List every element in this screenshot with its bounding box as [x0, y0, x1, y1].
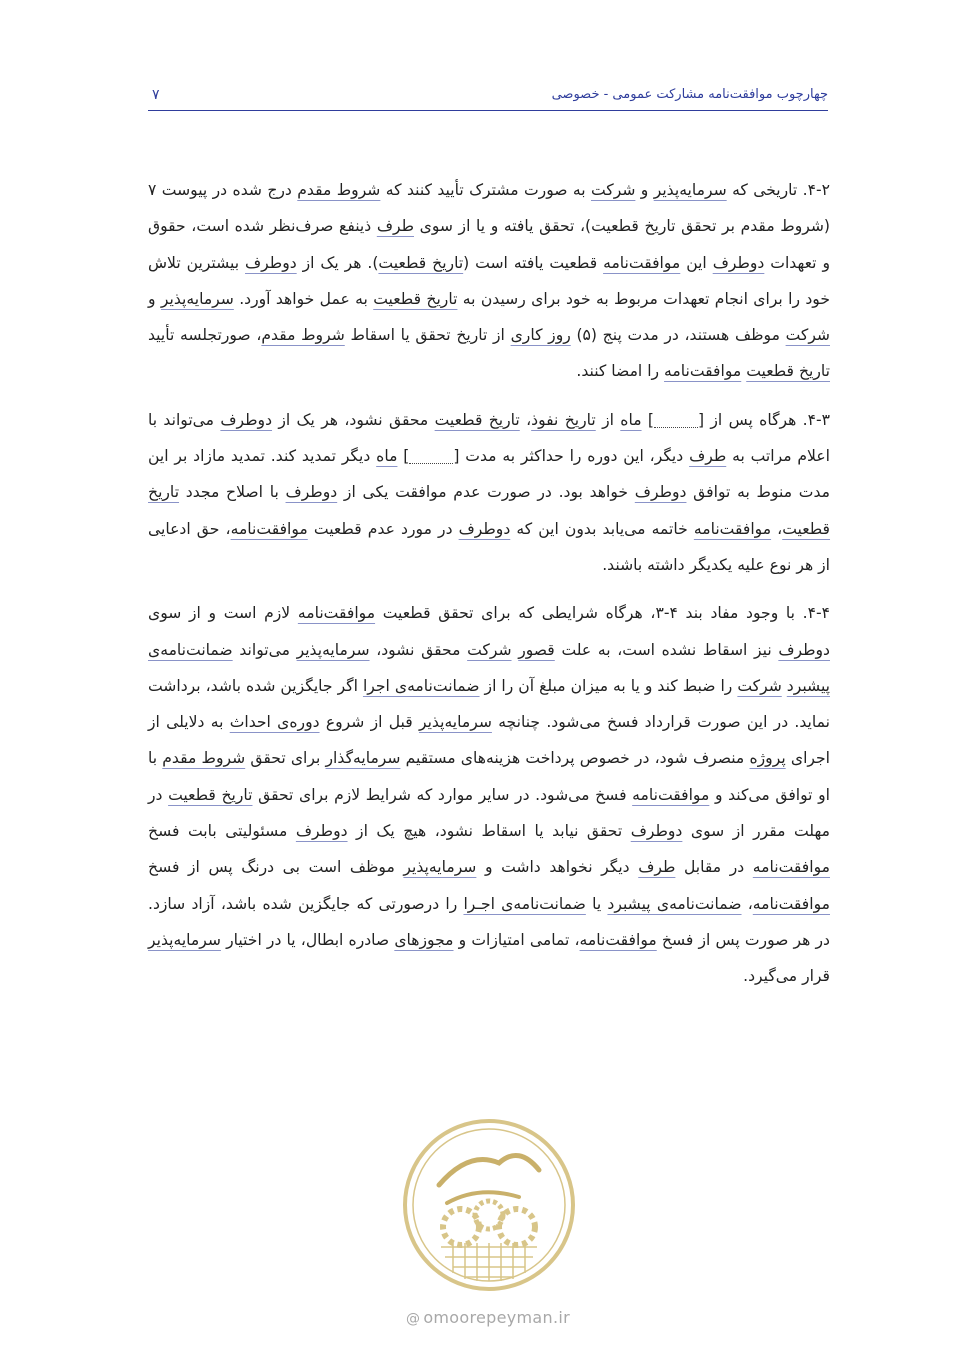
- defined-term: روز کاری: [510, 326, 571, 345]
- defined-term: طرف: [689, 447, 727, 466]
- header-title: چهارچوب موافقت‌نامه مشارکت عمومی - خصوصی: [551, 87, 828, 102]
- paragraph-text: درج شده در پیوست ۷ (شروط مقدم بر تحقق تاریخ قطعیت)، تحقق یافته و یا از سوی: [148, 181, 830, 236]
- paragraph-text: قطعیت یافته است (: [463, 253, 604, 272]
- paragraph-text: ، تمامی امتیازات و: [453, 930, 580, 949]
- paragraph-text: ، حق ادعایی از هر نوع علیه یکدیگر داشته باشند.: [148, 519, 830, 574]
- at-icon: @: [406, 1311, 421, 1327]
- paragraph-text: مسئولیتی بابت فسخ: [148, 822, 296, 841]
- defined-term: شروط مقدم: [297, 181, 381, 199]
- defined-term: دوطرف: [285, 483, 338, 502]
- defined-term: تاریخ قطعیت: [373, 289, 458, 308]
- paragraph-text: قبل از شروع: [319, 713, 419, 732]
- paragraph-text: به صورت مشترک تأیید کنند که: [380, 181, 591, 199]
- defined-term: طرف: [638, 858, 676, 877]
- paragraph-text: فسخ می‌شود. در سایر موارد که شرایط لازم برای تحقق: [252, 785, 633, 804]
- paragraph-text: ]: [641, 410, 654, 429]
- paragraph-text: ،: [741, 894, 753, 913]
- watermark-logo: [399, 1115, 579, 1295]
- defined-term: ضمانت‌نامه‌ی پیشبرد: [148, 640, 830, 695]
- defined-term: دوطرف: [712, 253, 765, 272]
- defined-term: سرمایه‌پذیر: [403, 858, 477, 877]
- defined-term: شروط مقدم: [162, 749, 246, 768]
- paragraph-text: از: [595, 410, 621, 429]
- paragraph-text: نیز اسقاط نشده است، به علت: [554, 640, 779, 659]
- defined-term: دوطرف: [630, 822, 683, 841]
- paragraph-text: دیگر، این دوره را حداکثر به مدت [: [453, 447, 690, 466]
- paragraph-text: برای تحقق: [245, 749, 326, 768]
- defined-term: تاریخ قطعیت: [434, 410, 520, 429]
- paragraph-text: لازم است و از سوی: [148, 604, 298, 623]
- defined-term: موافقت‌نامه: [297, 604, 376, 623]
- defined-term: شرکت: [467, 640, 512, 659]
- paragraph-text: را درصورتی که جایگزین شده باشد، آزاد سازد. در هر صورت پس از فسخ: [148, 894, 830, 949]
- paragraph-text: ]: [397, 447, 410, 466]
- defined-term: موافقت‌نامه: [579, 930, 657, 949]
- defined-term: طرف: [376, 217, 414, 236]
- defined-term: ماه: [620, 410, 642, 429]
- defined-term: سرمایه‌پذیر: [296, 640, 370, 659]
- defined-term: سرمایه‌پذیر: [160, 289, 234, 308]
- defined-term: مجوزهای: [394, 930, 454, 949]
- defined-term: تاریخ قطعیت: [378, 253, 464, 272]
- defined-term: ماه: [376, 447, 398, 466]
- paragraph-text: از تاریخ تحقق یا اسقاط: [344, 326, 511, 345]
- document-body: [148, 172, 830, 1007]
- defined-term: ضمانت‌نامه‌ی اجرا: [362, 676, 480, 695]
- paragraph-text: بیشترین تلاش خود را برای انجام تعهدات مربوط به خود برای رسیدن به: [148, 253, 830, 308]
- paragraph-text: ۴-۴. با وجود مفاد بند ۴-۳، هرگاه شرایطی که برای تحقق قطعیت: [375, 604, 831, 623]
- defined-term: شرکت: [785, 326, 830, 345]
- paragraph-text: و: [635, 181, 654, 199]
- paragraph-text: به عمل خواهد آورد.: [233, 289, 374, 308]
- paragraph-text: ذینفع صرف‌نظر شده است، حقوق و تعهدات: [148, 217, 830, 272]
- paragraph-text: ، صورتجلسه تأیید: [148, 326, 262, 345]
- defined-term: شروط مقدم: [261, 326, 345, 345]
- paragraph-text: محقق نشود، هر یک از: [272, 410, 435, 429]
- paragraph-text: را امضا کنند.: [576, 362, 665, 381]
- defined-term: دوطرف: [778, 640, 830, 659]
- defined-term: موافقت‌نامه: [230, 519, 308, 538]
- defined-term: موافقت‌نامه: [752, 858, 830, 877]
- paragraph-text: خواهد بود. در صورت عدم موافقت یکی از: [337, 483, 635, 502]
- blank-field: [654, 411, 698, 428]
- paragraph-4-3: [148, 402, 830, 583]
- paragraph-text: این: [680, 253, 713, 272]
- defined-term: موافقت‌نامه: [693, 519, 772, 538]
- paragraph-text: منصرف شود، در خصوص پرداخت هزینه‌های مستقیم: [400, 749, 750, 768]
- defined-term: ضمانت‌نامه‌ی اجـرا: [463, 894, 586, 913]
- paragraph-text: اگر جایگزین شده باشد، برداشت نماید. در این صورت قرارداد فسخ می‌شود. چنانچه: [148, 676, 830, 732]
- defined-term: دوطرف: [634, 483, 687, 502]
- paragraph-text: دیگر تمدید کند. تمدید مازاد بر این مدت منوط به توافق: [148, 447, 830, 502]
- defined-term: پروژه: [749, 749, 786, 768]
- page-number: ۷: [152, 87, 160, 103]
- defined-term: سرمایه‌پذیر: [653, 181, 727, 199]
- defined-term: تاریخ قطعیت: [168, 785, 253, 804]
- page-header: [148, 84, 828, 111]
- paragraph-text: موظف است بی درنگ پس از فسخ: [148, 858, 404, 877]
- defined-term: دوطرف: [245, 253, 297, 272]
- defined-term: دوطرف: [220, 410, 273, 429]
- paragraph-text: تحقق نیابد یا اسقاط نشود، هیچ یک از: [347, 822, 631, 841]
- paragraph-text: را ضبط کند و یا به میزان مبلغ آن را از: [479, 676, 738, 695]
- defined-term: سرمایه‌پذیر: [148, 930, 221, 949]
- defined-term: موافقت‌نامه: [603, 253, 681, 272]
- paragraph-text: ). هر یک از: [296, 253, 379, 272]
- paragraph-text: ،: [771, 519, 783, 538]
- paragraph-text: قرار می‌گیرد.: [743, 967, 830, 986]
- defined-term: موافقت‌نامه: [664, 362, 742, 381]
- defined-term: موافقت‌نامه: [632, 785, 710, 804]
- paragraph-text: به دلایلی از اجرای: [148, 713, 830, 768]
- paragraph-4-2: [148, 172, 830, 390]
- defined-term: تاریخ قطعیت: [148, 483, 831, 538]
- paragraph-text: می‌تواند با اعلام مراتب به: [148, 410, 830, 466]
- blank-field: [409, 447, 453, 464]
- defined-term: دوطرف: [295, 822, 348, 841]
- defined-term: قصور: [518, 640, 555, 659]
- watermark-url: [0, 1308, 976, 1327]
- paragraph-text: یا: [585, 894, 608, 913]
- paragraph-text: صادره ابطال، یا در اختیار: [220, 930, 395, 949]
- defined-term: تاریخ نفوذ: [531, 410, 596, 429]
- defined-term: ضمانت‌نامه‌ی پیشبرد: [607, 894, 742, 913]
- paragraph-text: ۴-۲. تاریخی که: [726, 181, 831, 199]
- defined-term: تاریخ قطعیت: [746, 362, 830, 381]
- paragraph-text: در مورد عدم قطعیت: [307, 519, 459, 538]
- paragraph-text: ،: [519, 410, 532, 429]
- paragraph-4-4: [148, 595, 830, 994]
- paragraph-text: و: [148, 289, 161, 308]
- defined-term: سرمایه‌پذیر: [418, 713, 492, 732]
- seal-icon: [399, 1115, 579, 1295]
- defined-term: سرمایه‌گذار: [325, 749, 401, 768]
- defined-term: دوطرف: [458, 519, 511, 538]
- paragraph-text: با اصلاح مجدد: [179, 483, 286, 502]
- paragraph-text: ۴-۳. هرگاه پس از [: [697, 410, 831, 429]
- defined-term: موافقت‌نامه: [752, 894, 830, 913]
- defined-term: دوره‌ی احداث: [229, 713, 320, 732]
- paragraph-text: موظف هستند، در مدت پنج (۵): [570, 326, 786, 345]
- defined-term: شرکت: [590, 181, 636, 199]
- paragraph-text: می‌تواند: [232, 640, 297, 659]
- paragraph-text: دیگر نخواهد داشت و: [476, 858, 639, 877]
- paragraph-text: در مهلت مقرر از سوی: [148, 785, 830, 841]
- paragraph-text: محقق نشود،: [369, 640, 468, 659]
- paragraph-text: خاتمه می‌یابد بدون این که: [510, 519, 694, 538]
- watermark-url-text: omoorepeyman.ir: [423, 1308, 570, 1327]
- paragraph-text: در مقابل: [675, 858, 753, 877]
- defined-term: شرکت: [737, 676, 782, 695]
- paragraph-text: با او توافق می‌کند و: [148, 749, 830, 804]
